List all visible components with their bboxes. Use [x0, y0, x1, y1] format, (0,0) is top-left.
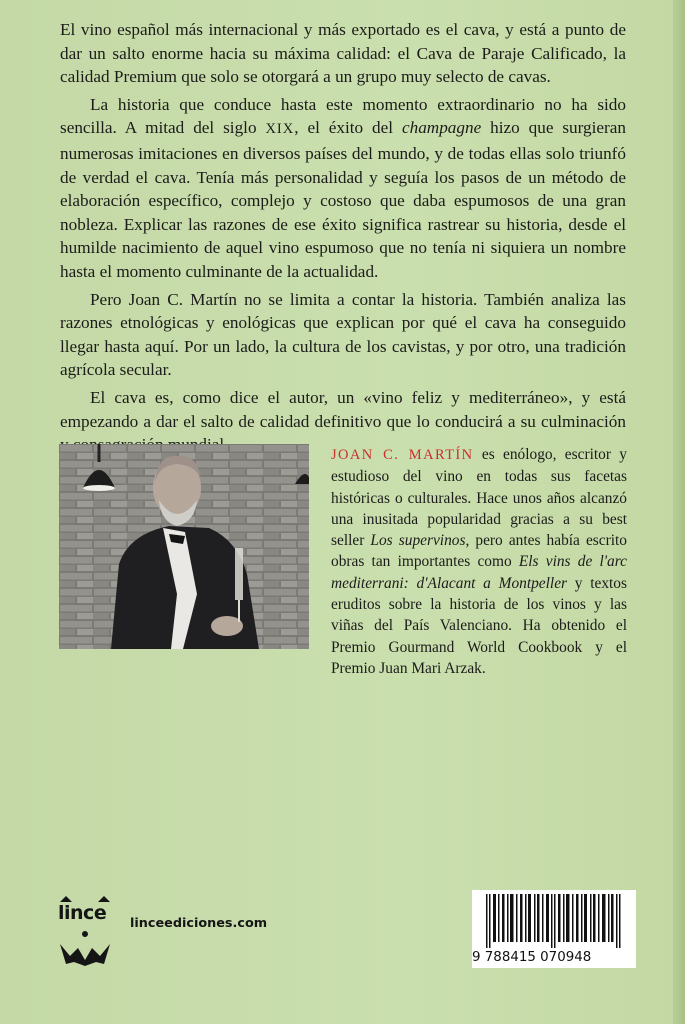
book-title: Los supervinos: [370, 532, 466, 550]
blurb-paragraph-4: El cava es, como dice el autor, un «vino feliz y mediterráneo», y está empezando a dar el salto de calidad definitivo que lo conducirá a su culminación: [60, 387, 626, 431]
barcode: [472, 890, 636, 968]
isbn-number: 9 788415 070948: [472, 950, 592, 965]
author-bio: JOAN C. MARTÍN es enólogo, escritor y estudioso del vino en todas sus facetas históricas o culturales. Hace unos años alcanzó una inusitada popularidad gracias a su best seller Los supervinos, pero antes había escrito obras tan importantes como Els vins de l'arc mediterrani: d'Alacant a Montpeller y textos eruditos sobre la historia de los vinos y las viñas del País Valenciano. Ha obtenido el Premio Gourmand World Cookbook y el Premio Juan Mari Arzak.: [331, 446, 627, 677]
author-photo: [59, 444, 309, 649]
spine-edge: [673, 0, 685, 1024]
author-name: JOAN C. MARTÍN: [331, 447, 474, 463]
publisher-website: linceediciones.com: [130, 916, 268, 931]
blurb-paragraph-1: El vino español más internacional y más exportado es el cava, y está a punto de dar un salto enorme hacia su máxima calidad: el Cava de Paraje Calificado, la calidad Premium que solo se otorgará a un grupo muy selecto de cavas.: [60, 20, 626, 87]
barcode-bars: [472, 892, 636, 950]
book-title: Els vins de l'arc mediterrani: d'Alacant a Montpeller: [331, 553, 627, 592]
logo-wordmark: lince: [58, 902, 107, 924]
blurb-paragraph-2: La historia que conduce hasta este momento extraordinario no ha sido sencilla. A mitad del siglo XIX, el éxito del champagne hizo que surgieran numerosas imitaciones en diversos países del mundo, y de todas ellas solo triunfó de verdad el cava. Tenía más personalidad y seguía los pasos de un método de elaboración específico, complejo y costoso que daba espumosos de una gran nobleza. Explicar las razones de ese éxito significa rastrear su historia, desde el humilde nacimiento de aquel vino espumoso que no tenía ni siquiera un nombre hasta el momento culminante de la actualidad.: [60, 94, 626, 281]
blurb-text: [60, 18, 626, 461]
lince-logo: [58, 896, 118, 966]
blurb-paragraph-3: Pero Joan C. Martín no se limita a contar la historia. También analiza las razones etnológicas y enológicas que explican por qué el cava ha conseguido llegar hasta aquí. Por un lado, la cultura de los cavistas, y por otro, una tradición agrícola secular.: [60, 289, 626, 380]
